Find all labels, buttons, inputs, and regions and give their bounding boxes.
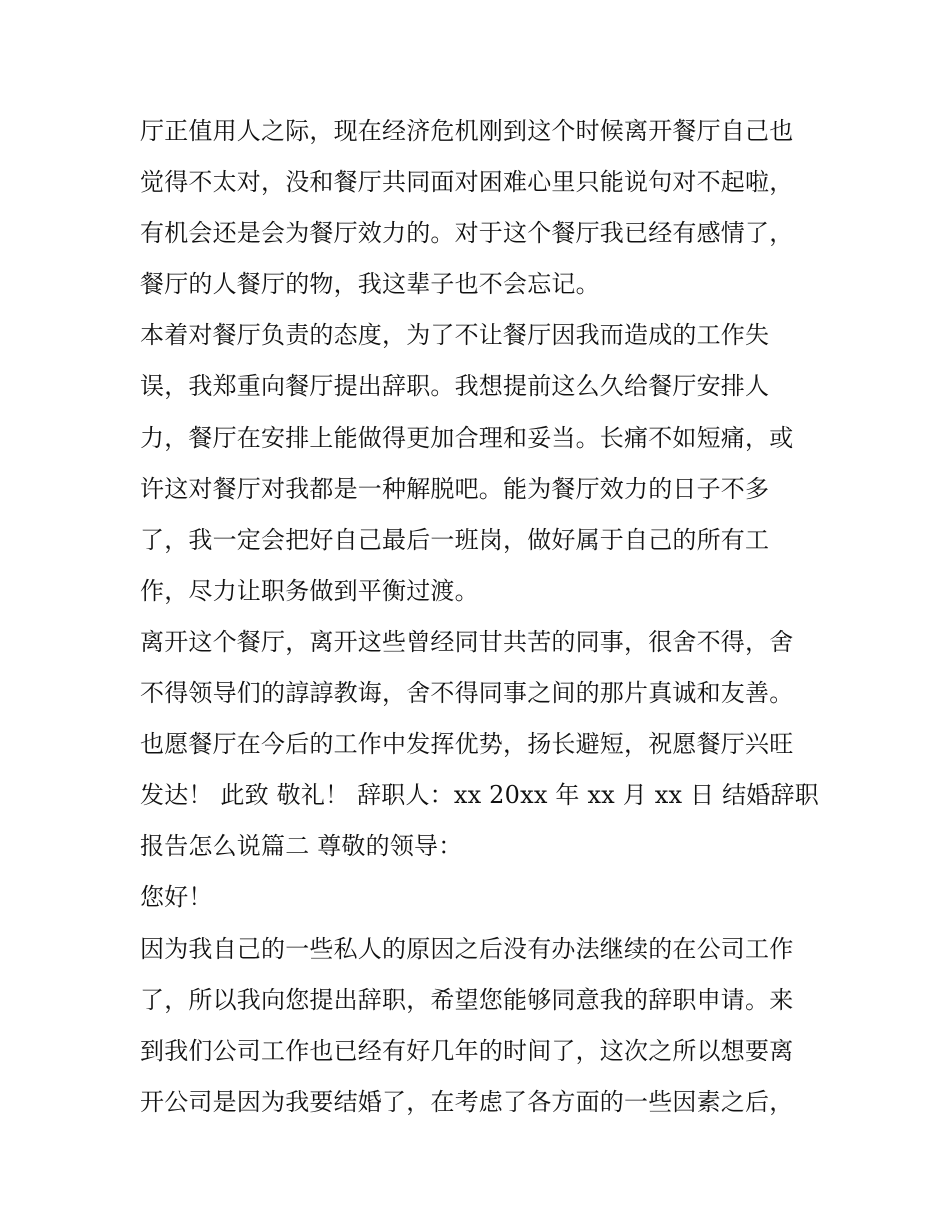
text-line: 厅正值用人之际，现在经济危机刚到这个时候离开餐厅自己也 [140,117,794,145]
text-line: 了，所以我向您提出辞职，希望您能够同意我的辞职申请。来 [140,985,794,1014]
text-line: 不得领导们的諄諄教诲，舍不得同事之间的那片真诚和友善。 [140,679,794,708]
text-line: 误，我郑重向餐厅提出辞职。我想提前这么久给餐厅安排人 [140,372,770,401]
text-line: 离开这个餐厅，离开这些曾经同甘共苦的同事，很舍不得，舍 [140,627,794,656]
text-line: 开公司是因为我要结婚了，在考虑了各方面的一些因素之后， [140,1087,794,1116]
text-line: 您好！ [140,883,213,912]
text-line: 发达！ 此致 敬礼！ 辞职人：xx 20xx 年 xx 月 xx 日 结婚辞职 [140,781,819,810]
text-line: 本着对餐厅负责的态度，为了不让餐厅因我而造成的工作失 [140,321,770,350]
text-line: 到我们公司工作也已经有好几年的时间了，这次之所以想要离 [140,1036,794,1065]
text-line: 了，我一定会把好自己最后一班岗，做好属于自己的所有工 [140,525,770,554]
text-line: 有机会还是会为餐厅效力的。对于这个餐厅我已经有感情了， [140,219,794,248]
text-line: 也愿餐厅在今后的工作中发挥优势，扬长避短，祝愿餐厅兴旺 [140,730,794,759]
text-line: 觉得不太对，没和餐厅共同面对困难心里只能说句对不起啦， [140,168,794,197]
text-line: 许这对餐厅对我都是一种解脱吧。能为餐厅效力的日子不多 [140,474,770,503]
text-line: 因为我自己的一些私人的原因之后没有办法继续的在公司工作 [140,934,794,963]
text-line: 报告怎么说篇二 尊敬的领导： [140,832,463,861]
document-text [140,106,819,1128]
text-line: 餐厅的人餐厅的物，我这辈子也不会忘记。 [140,270,600,299]
text-line: 作，尽力让职务做到平衡过渡。 [140,576,479,605]
text-line: 力，餐厅在安排上能做得更加合理和妥当。长痛不如短痛，或 [140,423,794,452]
